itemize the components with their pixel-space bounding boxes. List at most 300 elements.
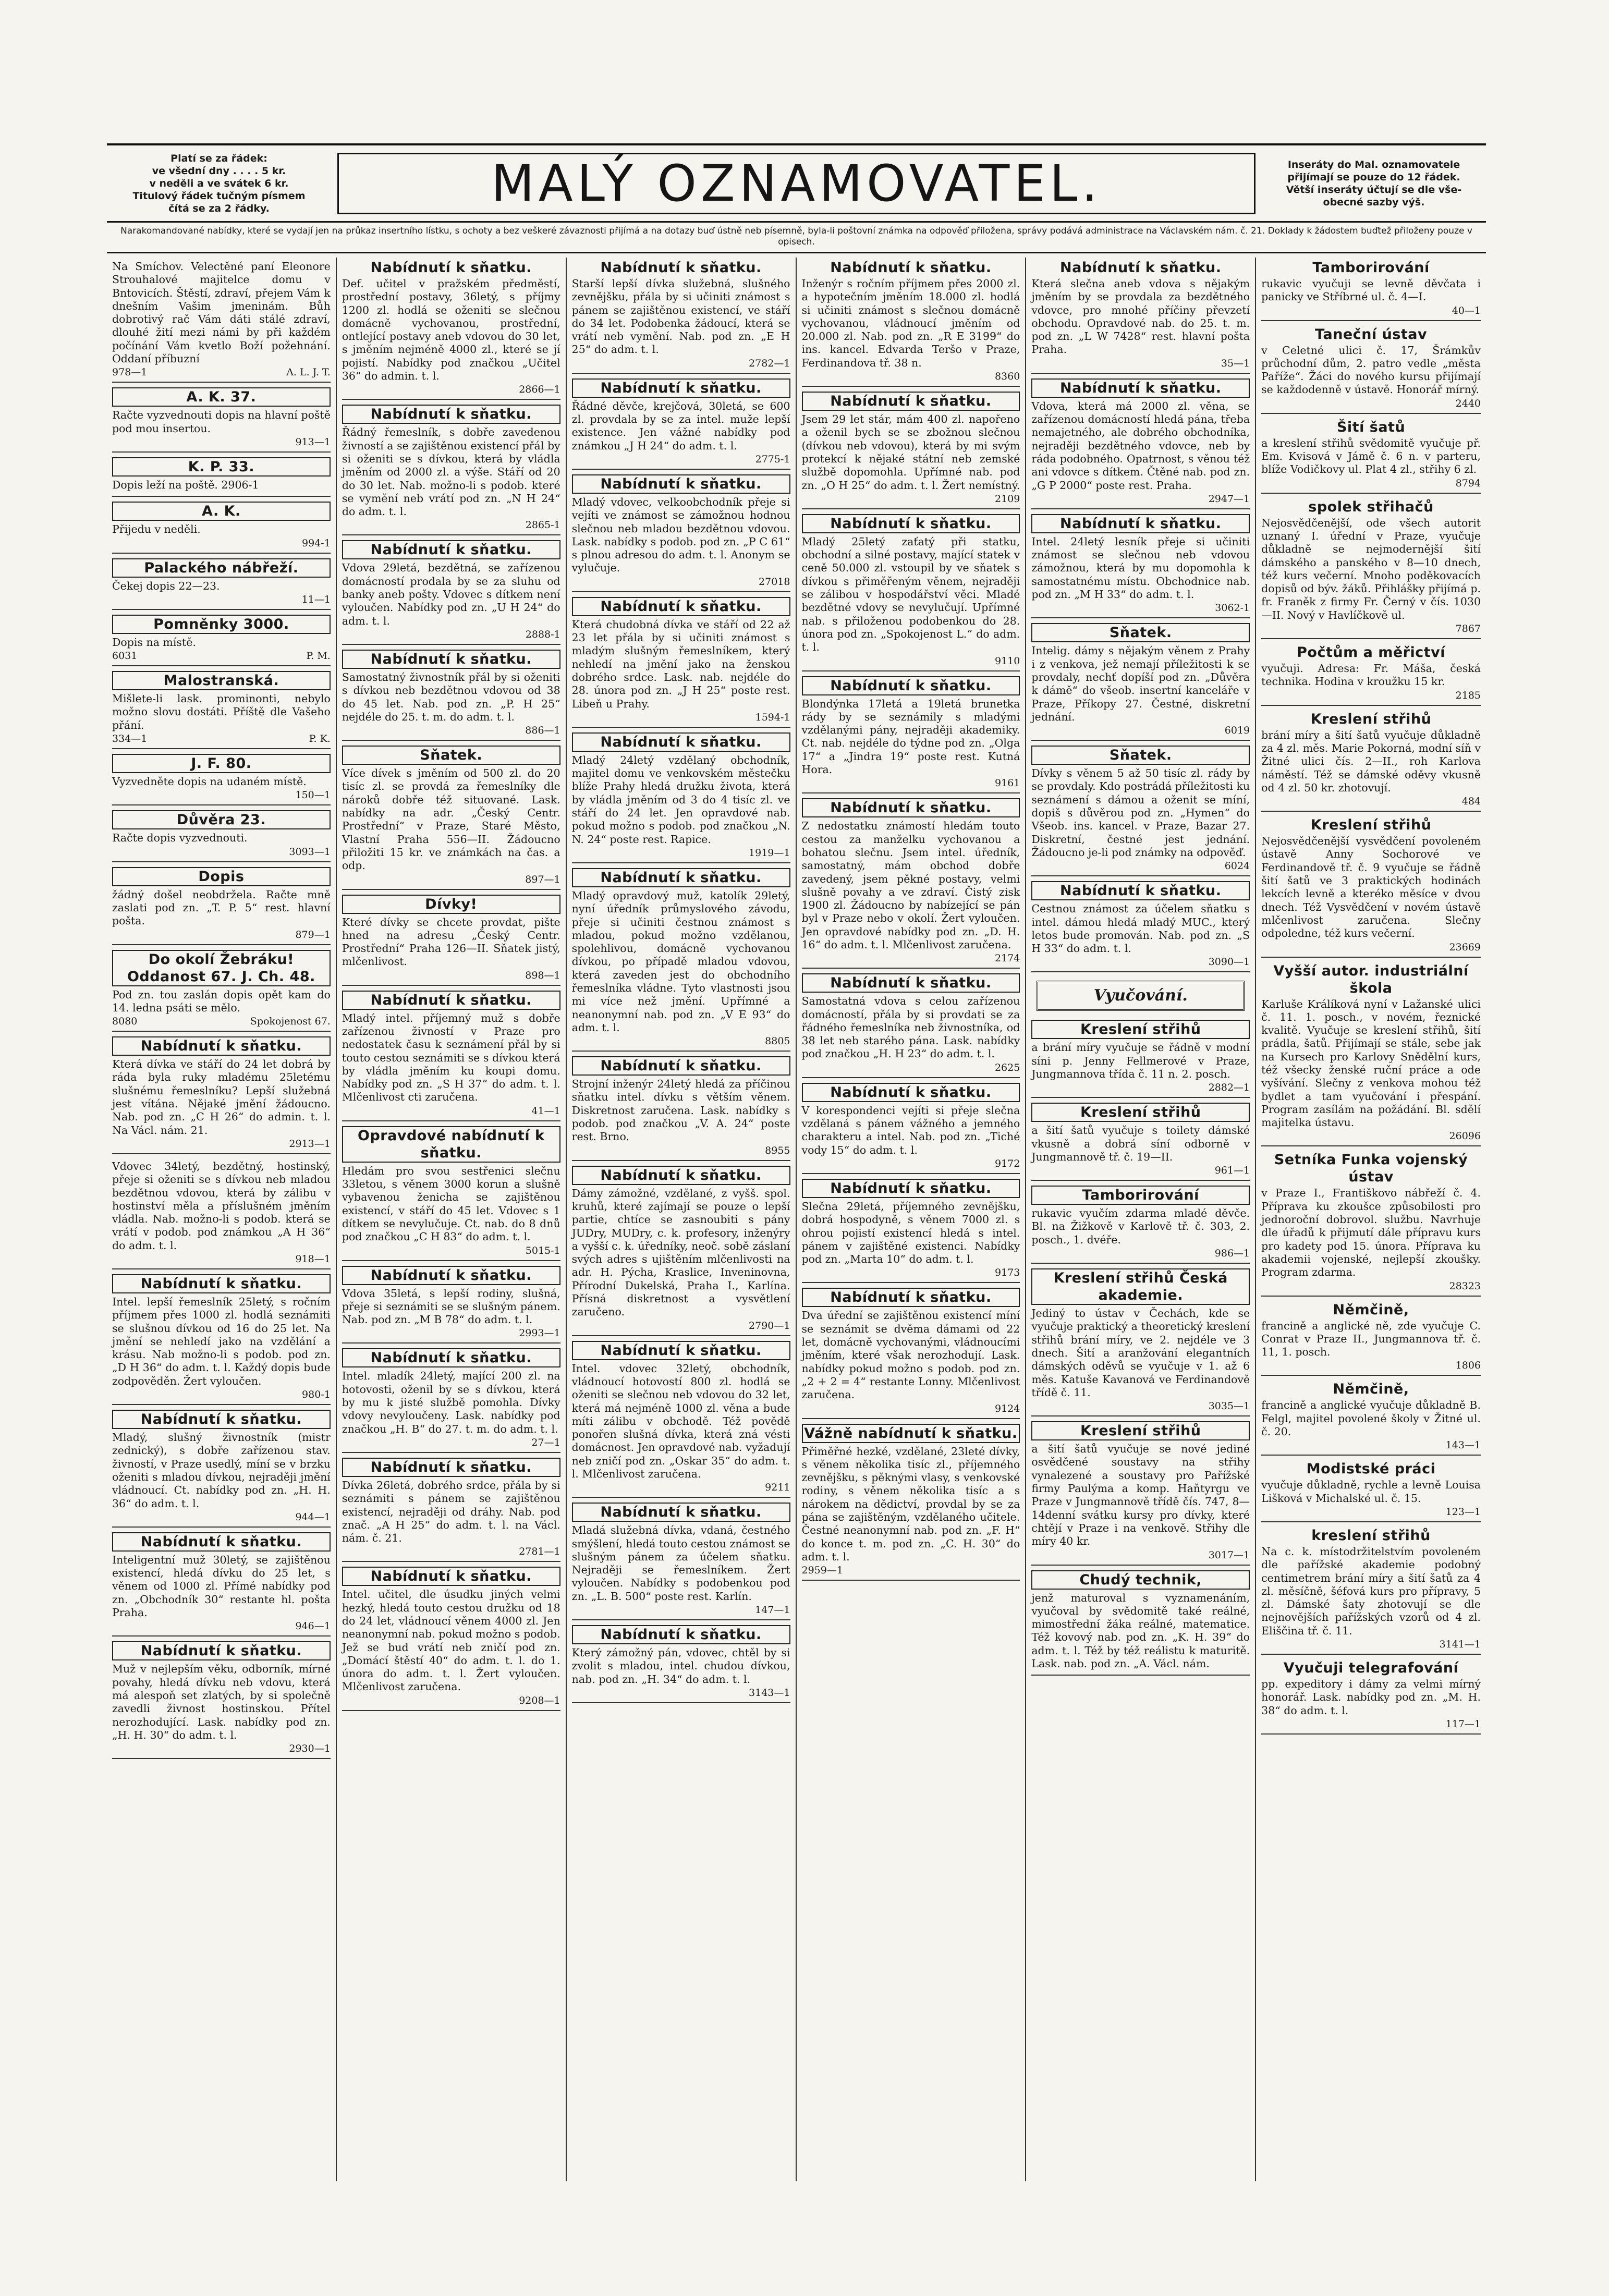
ad-signature: 2440 <box>1455 397 1481 409</box>
ad-signature: 2109 <box>994 493 1020 505</box>
ad-body: brání míry a šití šatů vyučuje důkladně za 4 zl. měs. Marie Pokorná, modní síň v Žitné ulici čís. 2—II., roh Karlova náměstí. Též se dámské oděvy vkusně od 4 zl. 50 kr. zhotovují. <box>1261 728 1481 794</box>
classified-ad <box>572 1623 790 1703</box>
ad-heading: Nabídnutí k sňatku. <box>112 1274 331 1293</box>
classified-ad <box>572 866 790 1052</box>
ad-footer <box>802 655 1020 667</box>
ad-body: Nejosvědčenější, ode všech autorit uznaný I. úřední v Praze, vyučuje důkladně se nejmodernější šití dámského a panského v 8—10 dnech, též kurs večerní. Mnoho poděkovacích dopisů od býv. žáků. Přihlášky přijímá p. fr. Franěk z firmy Fr. Černý v čís. 1030—II. Nový v Havlíčkově ul. <box>1261 516 1481 621</box>
classified-ad <box>572 473 790 592</box>
ad-signature: 28323 <box>1449 1280 1481 1292</box>
ad-heading: Kreslení střihů <box>1310 817 1432 834</box>
ad-body: Dopis leží na poště. 2906-1 <box>112 478 259 491</box>
ad-footer <box>1261 478 1481 490</box>
classified-ad <box>802 512 1020 671</box>
ad-body: Mladý opravdový muž, katolík 29letý, nyní úředník průmyslového závodu, přeje si učiniti čestnou známost s mladou, pokud možno vzdělanou, spolehlivou, domácně vychovanou dívkou, po případě mladou vdovou, která zaveden jest do obchodního řemeslníka vládne. Tyto vlastnosti jsou mi více než jmění. Upřímné a neanonymní nab. pod zn. „V E 93“ do adm. t. l. <box>571 889 790 1034</box>
ad-footer <box>112 1743 331 1755</box>
ad-body: a šití šatů vyučuje se nové jediné osvědčené soustavy na střihy vynalezené a soustavy pro Pařížské firmy Paulýma a komp. Haňtyrgu ve Praze v Jungmannově třídě čís. 747, 8—14denní svátku kursy pro dívky, které chtějí v Praze i na venkově. Střihy dle míry 40 kr. <box>1031 1443 1250 1548</box>
ad-heading: Nabídnutí k sňatku. <box>572 1166 790 1185</box>
ad-heading: Pomněnky 3000. <box>112 615 331 634</box>
classified-ad <box>112 1408 331 1528</box>
ad-body: Inženýr s ročním příjmem přes 2000 zl. a hypotečním jměním 18.000 zl. hodlá si učiniti známost s slečnou domácně vychovanou, vládnoucí jměním od 20.000 zl. Nab. pod zn. „R E 3199“ do ins. kancel. Edvarda Teršo v Praze, Ferdinandova tř. 38 n. <box>801 277 1020 369</box>
ad-heading: Nabídnutí k sňatku. <box>342 540 560 559</box>
classified-ad <box>1261 1459 1481 1522</box>
ad-footer <box>572 454 790 466</box>
ad-heading: Nabídnutí k sňatku. <box>802 392 1020 411</box>
ad-body: Intel. mladík 24letý, mající 200 zl. na hotovosti, oženil by se s dívkou, která by mu k jisté službě pomohla. Dívky vdovy nevyloučeny. Lask. nabídky pod značkou „H. B“ do 27. t. m. do adm. t. l. <box>342 1370 560 1435</box>
ad-body: Dva úřední se zajištěnou existencí míní se seznámit se dvěma dámami od 22 let, domácně vychovanými, vládnoucími jměním, které však nerozhodují. Lask. nabídky pokud možno s podob. pod zn. „2 + 2 = 4“ restante Lonny. Mlčenlivost zaručena. <box>801 1309 1020 1401</box>
classified-ad <box>112 1035 331 1154</box>
ad-signature: 23669 <box>1449 941 1481 953</box>
ad-heading: Dívky! <box>342 895 560 914</box>
classified-ad <box>112 948 331 1032</box>
rules-line: přijímají se pouze do 12 řádek. <box>1287 171 1460 183</box>
ad-heading: kreslení střihů <box>1311 1527 1431 1544</box>
ad-body: Která dívka ve stáří do 24 let dobrá by ráda byla ruky mladému 25letému slušnému řemeslníku? Lepší služebná jest vítána. Nějaké jmění žádoucno. Nab. pod zn. „C H 26“ do admin. t. l. Na Václ. nám. 21. <box>112 1058 331 1137</box>
ad-body: Přijedu v neděli. <box>112 523 201 536</box>
ad-footer <box>1261 690 1481 702</box>
ad-signature: 8794 <box>1455 477 1481 489</box>
ad-heading: Nabídnutí k sňatku. <box>572 474 790 494</box>
ad-code: 978—1 <box>112 367 148 378</box>
ad-signature: 27018 <box>759 576 790 588</box>
classified-ad <box>112 500 331 553</box>
masthead <box>107 143 1486 223</box>
pricing-line: Platí se za řádek: <box>170 152 267 164</box>
classified-ad <box>802 1422 1020 1581</box>
ad-body: Muž v nejlepším věku, odborník, mírné povahy, hledá dívku neb vdovu, která má alespoň set zlatých, by si společně zavedli živnost hostinskou. Přítel nerozhodující. Lask. nabídky pod zn. „H. H. 30“ do adm. t. l. <box>112 1663 331 1741</box>
ad-heading: Nabídnutí k sňatku. <box>572 597 790 616</box>
ad-body: Inteligentní muž 30letý, se zajištěnou existencí, hledá dívku do 25 let, s věnem od 1000 zl. Přímé nabídky pod zn. „Obchodník 30“ restante hl. pošta Praha. <box>112 1553 331 1619</box>
ad-body: Řádné děvče, krejčová, 30letá, se 600 zl. provdala by se za intel. muže lepší existence. Jen vážné nabídky pod známkou „J H 24“ do adm. t. l. <box>571 399 790 452</box>
classified-ad <box>1031 258 1250 374</box>
classified-ad <box>1031 880 1250 972</box>
ad-footer <box>1031 1248 1250 1260</box>
ad-signature: 143—1 <box>1445 1439 1481 1451</box>
ad-heading: Modistské práci <box>1306 1461 1436 1477</box>
ad-heading: Dopis <box>112 867 331 886</box>
ad-heading: Sňatek. <box>1031 623 1250 642</box>
ad-signature: 9172 <box>994 1157 1020 1169</box>
ad-heading: Taneční ústav <box>1315 326 1428 343</box>
classified-ad <box>342 1347 560 1452</box>
ad-heading: Tamborirování <box>1031 1186 1250 1205</box>
ad-body: Blondýnka 17letá a 19letá brunetka rády by se seznámily s mladými vzdělanými pány, nejraději akademiky. Ct. nab. nejdéle do týdne pod zn. „Olga 17“ a „Jindra 19“ poste rest. Kutná Hora. <box>801 697 1020 776</box>
ad-signature: 3141—1 <box>1439 1639 1481 1650</box>
ad-footer <box>572 1482 790 1494</box>
classified-ad <box>1031 512 1250 618</box>
classified-ad <box>112 752 331 805</box>
ad-body: v Praze I., Františkovo nábřeží č. 4. Příprava ku zkoušce způsobilosti pro jednoroční dobrovol. službu. Navrhuje dle úřadů k přijmutí dále přípravu kurs pro kadety pod 15. února. Příprava ku akademii vojenské, nejlepší zkoušky. Program zdarma. <box>1261 1187 1481 1279</box>
ad-signature: 5015-1 <box>525 1244 560 1256</box>
newspaper-page <box>107 143 1486 2187</box>
ad-heading: Chudý technik, <box>1031 1570 1250 1590</box>
ad-body: Mišlete-li lask. prominonti, nebylo možno slovu dostáti. Příště dle Vašeho přání. <box>112 692 331 731</box>
classified-ad <box>342 403 560 535</box>
ad-heading: Němčině, <box>1333 1301 1409 1318</box>
ad-body: Na Smíchov. Velectěné paní Eleonore Strouhalové majitelce domu v Bntovicích. Štěstí, zdraví, přejem Vám k dnešním Vašim jmeninám. Bůh dobrotivý rač Vám dáti stálé zdraví, dlouhé žití mezi námi by při každém počínání Vám kvetlo Boží požehnání. Oddaní příbuzní <box>112 260 331 365</box>
ad-body: francině a anglické vyučuje důkladně B. Felgl, majitel povolené školy v Žitné ul. č. 20. <box>1261 1399 1481 1438</box>
ad-footer <box>1031 1549 1250 1561</box>
ad-signature: 3090—1 <box>1208 956 1250 968</box>
ad-heading: Sňatek. <box>342 746 560 765</box>
classified-ad <box>572 731 790 863</box>
ad-heading: Nabídnutí k sňatku. <box>572 868 790 887</box>
ad-body: Vdovec 34letý, bezdětný, hostinský, přeje si oženiti se s dívkou neb mladou bezdětnou vdovou, která by zálibu v hostinství měla a příslušném jměním vládla. Nab. možno-li s podob. která se vrátí v podob. pod známkou „A H 36“ do adm. t. l. <box>112 1159 331 1252</box>
ad-signature: 2882—1 <box>1208 1082 1250 1094</box>
ad-body: vyučuji. Adresa: Fr. Máša, česká technika. Hodina v kroužku 15 kr. <box>1261 662 1481 688</box>
ad-body: Hledám pro svou sestřenici slečnu 33letou, s věnem 3000 korun a slušně vybavenou ženicha se zajištěnou existencí, v stáří do 45 let. Vdovec s 1 dítkem se nevylučuje. Ct. nab. do 8 dnů pod značkou „C H 83“ do adm. t. l. <box>342 1164 560 1243</box>
ad-heading: Nabídnutí k sňatku. <box>830 260 992 276</box>
ad-body: Jediný to ústav v Čechách, kde se vyučuje praktický a theoretický kreslení střihů brání míry, ve 2. nejdéle ve 3 dnech. Šití a aranžování elegantních dámských oděvů se vyučuje v 1. až 6 měs. Katuše Kavanová ve Ferdinandově třídě č. 11. <box>1031 1307 1250 1399</box>
ad-body: Mladý intel. příjemný muž s dobře zařízenou živností v Praze pro nedostatek času k seznámení přál by si touto cestou seznámiti se s dívkou která by vládla jměním ku koupi domu. Nabídky pod zn. „S H 37“ do adm. t. l. Mlčenlivost cti zaručena. <box>342 1011 560 1104</box>
column-3 <box>567 258 797 2181</box>
ad-heading: Sňatek. <box>1031 746 1250 765</box>
ad-heading: Nabídnutí k sňatku. <box>572 1341 790 1360</box>
ad-signature: 944—1 <box>295 1511 331 1523</box>
ad-body: v Celetné ulici č. 17, Šrámkův průchodní dům, 2. patro vedle „města Paříže“. Žáci do nového kursu přijímají se každodenně v ústavě. Honorář mírný. <box>1261 344 1481 396</box>
ad-body: rukavic vyučím zdarma mladé děvče. Bl. na Žižkově v Karlově tř. č. 303, 2. posch., 1. dvéře. <box>1031 1207 1250 1246</box>
ad-body: Karluše Králíková nyní v Lažanské ulici č. 11. 1. posch., v novém, řeznické kvalitě. Vyučuje se kreslení střihů, šití prádla, šatů. Přijímají se stále, sebe jak na Kursech pro Karlovy Snědělní kurs, též všecky ženské ruční práce a ode vyšívání. Slečny z venkova mohou též bydlet a tam vyučování i přespání. Program zasílám na požádání. Bl. sdělí majitelka ústavu. <box>1261 997 1481 1129</box>
section-title: MALÝ OZNAMOVATEL. <box>491 154 1102 213</box>
ad-footer <box>112 367 331 378</box>
ad-footer <box>112 538 331 549</box>
ad-signature: 3017—1 <box>1208 1549 1250 1561</box>
ad-footer <box>112 1620 331 1632</box>
ad-heading: Nabídnutí k sňatku. <box>572 1503 790 1522</box>
ad-heading: Nabídnutí k sňatku. <box>572 1056 790 1076</box>
classified-ad <box>342 893 560 986</box>
classified-ad <box>1031 1101 1250 1181</box>
ad-body: Jsem 29 let stár, mám 400 zl. napořeno a oženil bych se se zbožnou slečnou (dívkou neb vdovou), která by mi svým protekcí k nějaké státní neb zemské službě dopomohla. Upřímné nab. pod zn. „O H 25“ do adm. t. l. Žert nemístný. <box>801 413 1020 492</box>
ad-signature: 150—1 <box>295 789 331 801</box>
ad-signature: 2947—1 <box>1208 493 1250 505</box>
ad-body: Intel. učitel, dle úsudku jiných velmi hezký, hledá touto cestou družku od 18 do 24 let, vládnoucí věnem 4000 zl. Jen neanonymní nab. pokud možno s podob. Jež se bud vrátí neb zničí pod zn. „Domácí štěstí 40“ do adm. t. l. do 1. února do adm. t. l. Žert vyloučen. Mlčenlivost zaručena. <box>342 1588 560 1693</box>
ad-heading: Kreslení střihů <box>1031 1421 1250 1440</box>
classified-ad <box>802 1286 1020 1419</box>
ad-footer <box>342 1695 560 1707</box>
ad-footer <box>342 1327 560 1339</box>
ad-footer <box>1261 1639 1481 1651</box>
ad-signature: 2930—1 <box>289 1743 331 1755</box>
ad-footer <box>802 1267 1020 1279</box>
ad-signature: 40—1 <box>1452 304 1481 316</box>
section-heading-vyucovani: Vyučování. <box>1037 981 1245 1011</box>
ad-body: Více dívek s jměním od 500 zl. do 20 tisíc zl. se provdá za řemeslníky dle nároků dobře též situované. Lask. nabídky na adr. „Český Centr. Prostřední“ v Praze, Staré Město, Vlastní Praha 556—II. Žádoucno přiložiti 15 kr. ve známkách na čas. a odp. <box>342 767 560 872</box>
classified-ad <box>572 1501 790 1620</box>
ad-signature: 123—1 <box>1445 1506 1481 1518</box>
ad-heading: Vyučuji telegrafování <box>1283 1660 1459 1676</box>
ad-body: žádný došel neobdržela. Račte mně zaslati pod zn. „T. P. 5“ rest. hlavní pošta. <box>112 888 331 927</box>
ad-heading: Kreslení střihů <box>1031 1103 1250 1122</box>
ad-signature: 9173 <box>994 1267 1020 1279</box>
ad-signature: 994-1 <box>302 537 331 549</box>
ad-heading: Nabídnutí k sňatku. <box>572 378 790 398</box>
classified-ad <box>802 797 1020 969</box>
section-title-box <box>337 153 1255 214</box>
ad-heading: Vážně nabídnutí k sňatku. <box>802 1424 1020 1443</box>
ad-body: V korespondenci vejíti si přeje slečna vzdělaná s pánem vážného a jemného charakteru a intel. Nab. pod zn. „Tiché vody 15“ do adm. t. l. <box>801 1104 1020 1156</box>
ad-body: Intel. vdovec 32letý, obchodník, vládnoucí hotovostí 800 zl. hodlá se oženiti se slečnou neb vdovou do 32 let, která má nejméně 1000 zl. věna a bude míti zálibu v obchodě. Též povědě ponořen slušná dívka, která zná vésti domácnost. Jen opravdové nab. vyžadují neb zničí pod zn. „Oskar 35“ do adm. t. l. Mlčenlivost zaručena. <box>571 1362 790 1480</box>
ad-body: Starší lepší dívka služebná, slušného zevnějšku, přála by si učiniti známost s pánem se zajištěnou existencí, ve stáří do 34 let. Podobenka žádoucí, která se vrátí neb vymění. Nab. pod zn. „E H 25“ do adm. t. l. <box>571 277 790 356</box>
ad-footer <box>1261 1718 1481 1730</box>
ad-footer <box>802 1062 1020 1074</box>
ad-heading: Kreslení střihů <box>1031 1020 1250 1039</box>
ad-heading: Do okolí Žebráku! Oddanost 67. J. Ch. 48. <box>112 950 331 986</box>
ad-signature: 2185 <box>1455 689 1481 701</box>
ad-code: 2959—1 <box>801 1565 843 1577</box>
ad-heading: Nabídnutí k sňatku. <box>572 732 790 752</box>
ad-body: Které dívky se chcete provdat, pište hned na adresu „Český Centr. Prostřední“ Praha 126—II. Sňatek jistý, mlčenlivost. <box>342 915 560 968</box>
ad-body: Pod zn. tou zaslán dopis opět kam do 14. ledna psáti se mělo. <box>112 988 331 1014</box>
ad-footer <box>342 384 560 396</box>
ad-body: Nejosvědčenější vysvědčení povoleném ústavě Anny Sochorové ve Ferdinandově tř. č. 9 vyučuje se řádně šití šatů ve 3 praktických hodinách lekcích levně a kteréko měsíce v dvou dnech. Též Vysvědčení v novém ústavě mlčenlivost zaručena. Slečny odpoledne, též kurs večerní. <box>1261 835 1481 940</box>
ad-heading: Setníka Funka vojenský ústav <box>1274 1152 1468 1186</box>
ad-footer <box>802 493 1020 505</box>
ad-heading: Nabídnutí k sňatku. <box>370 260 532 276</box>
ad-body: Na c. k. místodržitelstvím povoleném dle pařížské akademie podobný centimetrem brání míry a šití šatů za 4 zl. měsíčně, šéfová kurs pro přípravy, 5 zl. Dámské šaty zhotovují se dle nejnovějších pařížských vzorů od 4 zl. Eliščina tř. č. 11. <box>1261 1545 1481 1637</box>
classified-ad <box>1031 1018 1250 1098</box>
ad-signature: Spokojenost 67. <box>250 1016 331 1028</box>
ad-signature: 7867 <box>1455 623 1481 635</box>
ad-body: Samostatná vdova s celou zařízenou domácností, přála by si provdati se za řádného řemeslníka neb živnostníka, od 38 let neb starého pána. Lask. nabídky pod značkou „H. H 23“ do adm. t. l. <box>801 995 1020 1060</box>
ad-heading: spolek střihačů <box>1308 498 1434 515</box>
ad-footer <box>112 436 331 448</box>
classified-ad <box>1031 1267 1250 1416</box>
ad-body: Dívka 26letá, dobrého srdce, přála by si seznámiti s pánem se zajištěnou existencí, nejraději od dráhy. Nab. pod znač. „A H 25“ do adm. t. l. na Václ. nám. č. 21. <box>342 1479 560 1545</box>
ad-heading: Palackého nábřeží. <box>112 558 331 578</box>
ad-signature: 117—1 <box>1445 1718 1481 1730</box>
classified-ad <box>112 1640 331 1759</box>
ad-heading: Nabídnutí k sňatku. <box>1031 378 1250 398</box>
ad-heading: J. F. 80. <box>112 754 331 773</box>
ad-code: 334—1 <box>112 733 148 745</box>
ad-signature: 886—1 <box>525 725 560 737</box>
classified-ad <box>1031 621 1250 741</box>
ad-footer <box>572 712 790 724</box>
ad-footer <box>342 1245 560 1257</box>
ad-signature: 8805 <box>765 1035 790 1047</box>
classified-ad <box>342 1456 560 1562</box>
ad-signature: 35—1 <box>1221 357 1250 369</box>
ad-heading: Kreslení střihů <box>1310 711 1432 727</box>
ad-signature: 9211 <box>765 1482 790 1494</box>
classified-ad <box>572 1164 790 1336</box>
classified-ad <box>342 744 560 889</box>
ad-heading: Nabídnutí k sňatku. <box>572 1625 790 1644</box>
rules-line: Inseráty do Mal. oznamovatele <box>1287 158 1460 170</box>
classified-ad <box>1261 1658 1481 1735</box>
rules-line: obecné sazby výš. <box>1323 196 1425 208</box>
ad-footer <box>1261 398 1481 410</box>
ad-body: Dopis na místě. <box>112 636 196 649</box>
ad-signature: 3143—1 <box>749 1687 790 1699</box>
ad-heading: Nabídnutí k sňatku. <box>342 405 560 424</box>
ad-footer <box>1261 1360 1481 1372</box>
ad-heading: Nabídnutí k sňatku. <box>802 514 1020 533</box>
ad-signature: 2782—1 <box>749 357 790 369</box>
ad-heading: Nabídnutí k sňatku. <box>1031 514 1250 533</box>
classified-ad <box>802 972 1020 1078</box>
ad-heading: Nabídnutí k sňatku. <box>802 1179 1020 1198</box>
ad-signature: 3035—1 <box>1208 1400 1250 1412</box>
ad-signature: 147—1 <box>755 1604 790 1616</box>
ad-signature: 3062-1 <box>1215 602 1250 614</box>
ad-footer <box>1261 1130 1481 1142</box>
column-2 <box>337 258 567 2181</box>
ad-signature: 2625 <box>994 1061 1020 1073</box>
ad-heading: Nabídnutí k sňatku. <box>600 260 762 276</box>
ad-heading: Šití šatů <box>1336 419 1406 435</box>
ad-body: Řádný řemeslník, s dobře zavedenou živností a se zajištěnou existencí přál by si oženiti se s dívkou, která by vládla jměním od 2000 zl. a výše. Stáří od 20 do 30 let. Nab. možno-li s podob. které se vymění neb vrátí pod zn. „N H 24“ do adm. t. l. <box>342 426 560 518</box>
ad-footer <box>342 1437 560 1449</box>
ad-footer <box>1261 796 1481 808</box>
ad-footer <box>572 1604 790 1616</box>
ad-footer <box>112 1253 331 1265</box>
ad-footer <box>112 1138 331 1150</box>
ad-heading: Tamborirování <box>1312 260 1430 276</box>
ad-footer <box>1031 493 1250 505</box>
ad-signature: 2174 <box>994 952 1020 964</box>
ad-footer <box>342 874 560 886</box>
classified-ad <box>802 390 1020 509</box>
ad-footer <box>1031 725 1250 737</box>
ad-body: pp. expeditory i dámy za velmi mírný honorář. Lask. nabídky pod zn. „M. H. 38“ do adm. t. l. <box>1261 1678 1481 1717</box>
classified-ad <box>112 669 331 749</box>
ad-footer <box>1261 1506 1481 1518</box>
ad-signature: 2913—1 <box>289 1138 331 1150</box>
ad-heading: Opravdové nabídnutí k sňatku. <box>342 1126 560 1163</box>
ad-footer <box>1261 942 1481 954</box>
ad-signature: 898—1 <box>525 969 560 981</box>
ad-heading: A. K. <box>112 502 331 521</box>
ad-body: Vdova 29letá, bezdětná, se zařízenou domácností prodala by se za sluhu od banky aneb pošty. Vdovec s dítkem není vyloučen. Nabídky pod zn. „U H 24“ do adm. t. l. <box>342 561 560 627</box>
insertion-rules-box <box>1262 158 1486 209</box>
ad-footer <box>342 725 560 737</box>
classified-ad <box>112 258 331 383</box>
classified-ad <box>1261 1300 1481 1376</box>
classified-ad <box>1031 377 1250 509</box>
ad-heading: Nabídnutí k sňatku. <box>342 1348 560 1367</box>
ad-signature: 2865-1 <box>525 519 560 531</box>
ad-signature: 26096 <box>1449 1130 1481 1142</box>
ad-body: Mladý, slušný živnostník (mistr zednický), s dobře zařízenou stav. živností, v Praze usedlý, míní se v brzku oženiti s mladou dívkou, nejraději jmění vládnoucí. Ct. nabídky pod zn. „H. H. 36“ do adm. t. l. <box>112 1431 331 1510</box>
classified-ad <box>572 1339 790 1498</box>
ad-signature: 2790—1 <box>749 1320 790 1332</box>
classified-ad <box>1261 642 1481 706</box>
ad-footer <box>112 650 331 662</box>
ad-body: Mladá služebná dívka, vdaná, čestného smýšlení, hledá touto cestou známost se slušným pánem za účelem sňatku. Nejraději se řemeslníkem. Žert vyloučen. Nabídky s podobenkou pod zn. „L. B. 500“ poste rest. Karlín. <box>571 1524 790 1603</box>
ad-heading: Nabídnutí k sňatku. <box>342 991 560 1010</box>
ad-signature: 961—1 <box>1214 1165 1250 1177</box>
ad-body: vyučuje důkladně, rychle a levně Louisa Lišková v Michalské ul. č. 15. <box>1261 1479 1481 1505</box>
ad-heading: Nabídnutí k sňatku. <box>342 1567 560 1586</box>
ad-body: Vdova, která má 2000 zl. věna, se zařízenou domácností hledá pána, třeba nemajetného, ale dobrého obchodníka, nejraději bezdětného vdovce, neb by ráda podobného. Opatrnost, s věnou též ani vdovce s dítkem. Čtěné nab. pod zn. „G P 2000“ poste rest. Praha. <box>1031 399 1250 492</box>
pricing-line: ve všední dny . . . . 5 kr. <box>152 165 286 177</box>
ad-footer <box>1031 1400 1250 1412</box>
ad-footer <box>572 1145 790 1157</box>
ad-body: Intel. 24letý lesník přeje si učiniti známost se slečnou neb vdovou zámožnou, která by mu dopomohla k samostatnému místu. Obchodnice nab. pod zn. „M H 33“ do adm. t. l. <box>1031 535 1250 601</box>
ad-body: Račte dopis vyzvednouti. <box>112 832 248 845</box>
pricing-box <box>107 152 331 215</box>
classified-ad <box>342 1125 560 1261</box>
ad-heading: Nabídnutí k sňatku. <box>802 973 1020 993</box>
ad-heading: Počtům a měřictví <box>1297 644 1446 661</box>
ad-heading: Němčině, <box>1333 1381 1409 1398</box>
ad-heading: Kreslení střihů Česká akademie. <box>1031 1268 1250 1305</box>
ad-heading: Nabídnutí k sňatku. <box>112 1036 331 1056</box>
ad-signature: 2775-1 <box>755 453 790 465</box>
ad-signature: 913—1 <box>295 436 331 448</box>
classified-ad <box>1261 1525 1481 1655</box>
ad-body: Vdova 35letá, s lepší rodiny, slušná, přeje si seznámiti se se slušným pánem. Nab. pod zn. „M B 78“ do adm. t. l. <box>342 1287 560 1326</box>
ad-footer <box>572 1320 790 1332</box>
classified-ad <box>342 258 560 400</box>
ad-signature: 1806 <box>1455 1360 1481 1372</box>
classified-ad <box>1261 1379 1481 1456</box>
ad-footer <box>802 952 1020 964</box>
classified-ad <box>572 1055 790 1161</box>
ad-body: Mladý vdovec, velkoobchodník přeje si vejíti ve známost se zámožnou hodnou slečnou neb mladou bezdětnou vdovou. Lask. nabídky s podob. pod zn. „P C 61“ s plnou adresou do adm. t. l. Anonym se vylučuje. <box>571 495 790 575</box>
classified-ad <box>1261 1150 1481 1296</box>
pricing-line: čítá se za 2 řádky. <box>168 202 270 214</box>
ad-signature: 946—1 <box>295 1620 331 1632</box>
ad-body: a šití šatů vyučuje s toilety dámské vkusně a dobrá síní odborně v Jungmannově tř. č. 19—II. <box>1031 1124 1250 1163</box>
ad-signature: 918—1 <box>295 1253 331 1265</box>
ad-footer <box>342 970 560 982</box>
ad-body: Která slečna aneb vdova s nějakým jměním by se provdala za bezdětného vdovce, pro mnohé příčiny převzetí obchodu. Opravdové nab. do 25. t. m. pod zn. „L W 7428“ rest. hlavní pošta Praha. <box>1031 277 1250 356</box>
ad-heading: Nabídnutí k sňatku. <box>342 1458 560 1477</box>
pricing-line: Titulový řádek tučným písmem <box>132 190 306 202</box>
ad-body: Intelig. dámy s nějakým věnem z Prahy i z venkova, jež nemají příležitosti k se provdaly, nechť dopíší pod zn. „Důvěra k dámě“ do všeob. insertní kanceláře v Praze, Příkopy 27. Čestné, diskretní jednání. <box>1031 644 1250 723</box>
ad-heading: Malostranská. <box>112 671 331 690</box>
ad-heading: Nabídnutí k sňatku. <box>802 1288 1020 1307</box>
classified-ad <box>572 595 790 728</box>
ad-heading: Nabídnutí k sňatku. <box>802 798 1020 817</box>
classified-ad <box>1261 258 1481 321</box>
ad-body: Račte vyzvednouti dopis na hlavní poště pod mou insertou. <box>112 409 331 435</box>
ad-signature: 2993—1 <box>519 1327 560 1339</box>
ad-signature: 9208—1 <box>519 1694 560 1706</box>
classified-ad <box>1261 417 1481 494</box>
ad-body: Dívky s věnem 5 až 50 tisíc zl. rády by se provdaly. Kdo postrádá příležitosti ku seznámení s dámou a oženit se míní, dopiš s důvěrou pod zn. „Hymen“ do Všeob. ins. kancel. v Praze, Bazar 27. Diskretní, čestné jest jednání. Žádoucno je-li pod známky na odpověď. <box>1031 767 1250 859</box>
classified-ad <box>112 386 331 453</box>
ad-footer <box>1031 358 1250 370</box>
ad-signature: 6024 <box>1224 860 1250 872</box>
ad-signature: 9124 <box>994 1402 1020 1414</box>
ad-signature: 9110 <box>994 655 1020 667</box>
ad-signature: 2781—1 <box>519 1546 560 1558</box>
ad-body: Samostatný živnostník přál by si oženiti s dívkou neb bezdětnou vdovou od 38 do 45 let. Nab. pod zn. „P. H 25“ nejdéle do 25. t. m. do adm. t. l. <box>342 670 560 723</box>
ad-signature: 2888-1 <box>525 628 560 640</box>
classified-ad <box>112 1157 331 1269</box>
ad-signature: 484 <box>1461 796 1481 808</box>
ad-heading: Nabídnutí k sňatku. <box>1031 881 1250 900</box>
ad-signature: 986—1 <box>1214 1248 1250 1260</box>
classified-ad <box>1261 497 1481 639</box>
ad-signature: A. L. J. T. <box>286 367 331 378</box>
ad-code: 8080 <box>112 1016 138 1028</box>
ad-footer <box>1261 1439 1481 1451</box>
ad-footer <box>112 789 331 801</box>
ad-body: Který zámožný pán, vdovec, chtěl by si zvolit s mladou, intel. chudou dívkou, nab. pod zn. „H. 34“ do adm. t. l. <box>571 1646 790 1686</box>
ad-heading: Vyšší autor. industriální škola <box>1273 962 1469 996</box>
ad-signature: 1919—1 <box>749 847 790 859</box>
classified-ad <box>112 865 331 945</box>
ad-footer <box>342 1105 560 1117</box>
classified-ad <box>342 989 560 1121</box>
classified-ad <box>802 1081 1020 1174</box>
ad-body: Která chudobná dívka ve stáří od 22 až 23 let přála by si učiniti známost s mladým slušným řemeslníkem, který nehledí na jmění jako na ženskou dobrého srdce. Lask. nab. nejdéle do 28. února pod zn. „J H 25“ poste rest. Libeň u Prahy. <box>571 618 790 710</box>
ad-footer <box>112 1511 331 1523</box>
